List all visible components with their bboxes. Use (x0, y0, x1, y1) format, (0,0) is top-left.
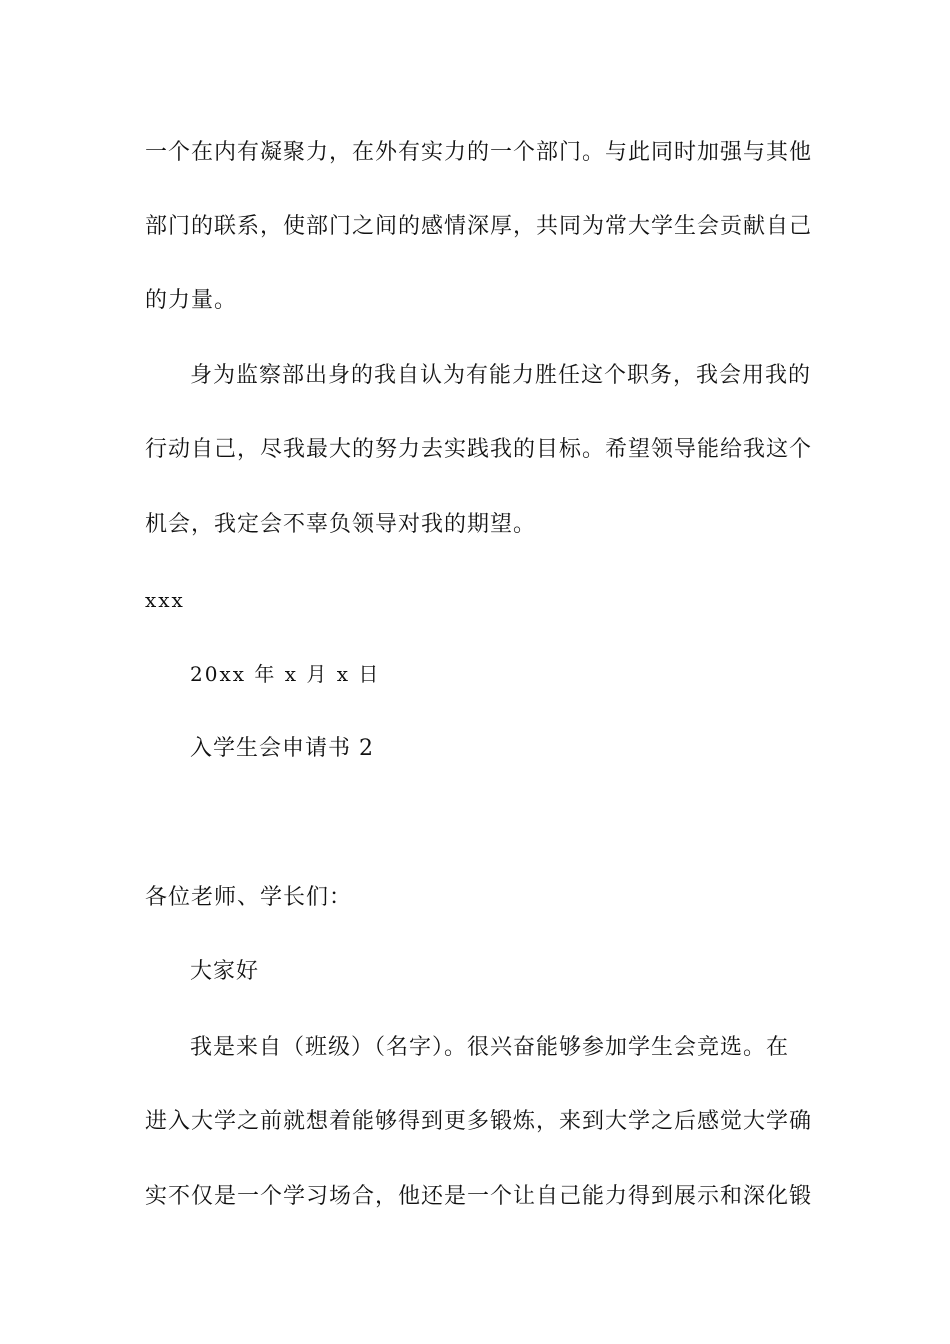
paragraph-line: 身为监察部出身的我自认为有能力胜任这个职务，我会用我的 (190, 363, 812, 388)
paragraph-line: 进入大学之前就想着能够得到更多锻炼，来到大学之后感觉大学确 (145, 1109, 813, 1134)
paragraph-line: 部门的联系，使部门之间的感情深厚，共同为常大学生会贡献自己 (145, 214, 813, 239)
signature-name: xxx (145, 588, 185, 612)
paragraph-line: 机会，我定会不辜负领导对我的期望。 (145, 512, 537, 537)
paragraph-line: 实不仅是一个学习场合，他还是一个让自己能力得到展示和深化锻 (145, 1184, 813, 1209)
document-heading: 入学生会申请书 2 (190, 736, 374, 761)
signature-date: 20xx 年 x 月 x 日 (190, 662, 381, 686)
paragraph-line: 的力量。 (145, 288, 238, 313)
greeting: 大家好 (190, 959, 260, 984)
paragraph-line: 我是来自（班级）（名字）。很兴奋能够参加学生会竞选。在 (190, 1035, 790, 1060)
salutation: 各位老师、学长们： (145, 885, 353, 910)
paragraph-line: 行动自己，尽我最大的努力去实践我的目标。希望领导能给我这个 (145, 437, 813, 462)
paragraph-line: 一个在内有凝聚力，在外有实力的一个部门。与此同时加强与其他 (145, 140, 813, 165)
